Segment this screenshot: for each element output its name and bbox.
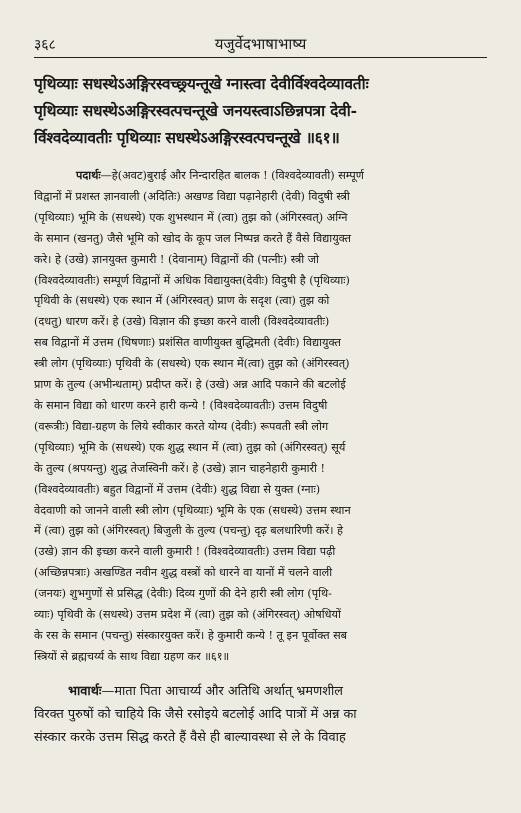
padarth-line: (पृथिव्याः) भूमि के (सधस्थे) एक शुद्ध स्थान में (त्वा) तुझ को (अंगिरस्वत्) सूर्य (34, 440, 346, 454)
padarth-line: के समान (खनतु) जैसे भूमि को खोद के कूप जल निष्पन्न करते हैं वैसे विद्यायुक्त (34, 231, 352, 245)
padarth-line: (वरूत्रीः) विद्या-ग्रहण के लिये स्वीकार करते योग्य (देवीः) रूपवती स्त्री लोग (34, 419, 329, 433)
padarth-line: (विश्वदेव्यावतीः) सम्पूर्ण विद्वानों में अधिक विद्यायुक्त(देवीः) विदुषी है (पृथिव्याः) (34, 273, 350, 287)
padarth-line: वेदवाणी को जानने वाली स्त्री लोग (पृथिव्याः) भूमि के एक (सधस्थे) उत्तम स्थान (34, 503, 351, 517)
bhavarth-label: भावार्थः (68, 683, 102, 699)
padarth-line: प्राण के तुल्य (अभीन्धताम्) प्रदीप्त करें। हे (उखे) अन्न आदि पकाने की बटलोई (34, 378, 346, 392)
padarth-section (34, 165, 487, 668)
padarth-line: विद्वानों में प्रशस्त ज्ञानवाली (अदितिः) अखण्ड विद्या पढ़ानेहारी (देवी) विदुषी स्त्री (34, 189, 350, 203)
padarth-label: पदार्थः (76, 168, 101, 182)
padarth-line: (उखे) ज्ञान की इच्छा करने वाली कुमारी ! (विश्वदेव्यावतीः) उत्तम विद्या पढ़ी (34, 545, 336, 559)
padarth-line: (जनयः) शुभगुणों से प्रसिद्ध (देवीः) दिव्य गुणों की देने हारी स्त्री लोग (पृथि- (34, 587, 332, 601)
padarth-line: के रस के समान (पचन्तु) संस्कारयुक्त करें। हे कुमारी कन्ये ! तू इन पूर्वोक्त सब (34, 628, 348, 642)
padarth-line: सब विद्वानों में उत्तम (धिषणाः) प्रशंसित वाणीयुक्त बुद्धिमती (देवीः) विद्यायुक्त (34, 336, 341, 350)
verse-line: र्विश्वदेव्यावतीः पृथिव्याः सधस्थेऽअङ्गिरस्वत्पचन्तूखे ॥६१॥ (34, 128, 340, 147)
padarth-line: (पृथिव्याः) भूमि के (सधस्थे) एक शुभस्थान में (त्वा) तुझ को (अंगिरस्वत्) अग्नि (34, 210, 348, 224)
verse-line: पृथिव्याः सधस्थेऽअङ्गिरस्वत्पचन्तूखे जनयस्त्वाऽछिन्नपत्रा देवी- (34, 101, 357, 120)
page-number: ३६८ (34, 37, 56, 53)
bhavarth-section (34, 680, 487, 749)
padarth-line: के तुल्य (श्रपयन्तु) शुद्ध तेजस्विनी करें। हे (उखे) ज्ञान चाहनेहारी कुमारी ! (34, 461, 326, 475)
padarth-line: (अच्छिन्नपत्राः) अखण्डित नवीन शुद्ध वस्त्रों को धारने वा यानों में चलने वाली (34, 566, 333, 580)
bhavarth-line: भावार्थः—माता पिता आचार्य्य और अतिथि अर्थात् भ्रमणशील (68, 683, 343, 699)
page-header (34, 34, 487, 58)
padarth-line: (विश्वदेव्यावतीः) बहुत विद्वानों में उत्तम (देवीः) शुद्ध विद्या से युक्त (ग्नाः) (34, 482, 321, 496)
padarth-line: के समान विद्या को धारण करने हारी कन्ये ! (विश्वदेव्यावतीः) उत्तम विदुषी (34, 398, 328, 412)
padarth-line: करे। हे (उखे) ज्ञानयुक्त कुमारी ! (देवानाम्) विद्वानों की (पत्नीः) स्त्री जो (34, 252, 319, 266)
padarth-line: स्त्री लोग (पृथिव्याः) पृथिवी के (सधस्थे) एक स्थान में(त्वा) तुझ को (अंगिरस्वत्) (34, 357, 350, 371)
mantra-verse (34, 70, 487, 151)
running-title: यजुर्वेदभाषाभाष्य (214, 35, 307, 53)
padarth-line: व्याः) पृथिवी के (सधस्थे) उत्तम प्रदेश में (त्वा) तुझ को (अंगिरस्वत्) ओषधियों (34, 608, 341, 622)
bhavarth-line: संस्कार करके उत्तम सिद्ध करते हैं वैसे ही बाल्यावस्था से ले के विवाह (34, 729, 346, 745)
bhavarth-line: विरक्त पुरुषों को चाहिये कि जैसे रसोइये बटलोई आदि पात्रों में अन्न का (34, 706, 357, 722)
padarth-line: पदार्थः—हे(अवट)बुराई और निन्दारहित बालक ! (विश्वदेव्यावती) सम्पूर्ण (76, 168, 364, 182)
verse-line: पृथिव्याः सधस्थेऽअङ्गिरस्वच्छ्र्यन्तूखे ग्नास्त्वा देवीर्विश्वदेव्यावतीः (34, 74, 369, 93)
padarth-line: में (त्वा) तुझ को (अंगिरस्वत्) बिजुली के तुल्य (पचन्तु) दृढ़ बलधारिणी करें। हे (34, 524, 343, 538)
padarth-line: पृथिवी के (सधस्थे) एक स्थान में (अंगिरस्वत्) प्राण के सदृश (त्वा) तुझ को (34, 294, 330, 308)
padarth-line: स्त्रियों से ब्रह्मचर्य्य के साथ विद्या ग्रहण कर ॥६१॥ (34, 649, 230, 663)
padarth-line: (दधतु) धारण करें। हे (उखे) विज्ञान की इच्छा करने वाली (विश्वदेव्यावतीः) (34, 315, 330, 329)
